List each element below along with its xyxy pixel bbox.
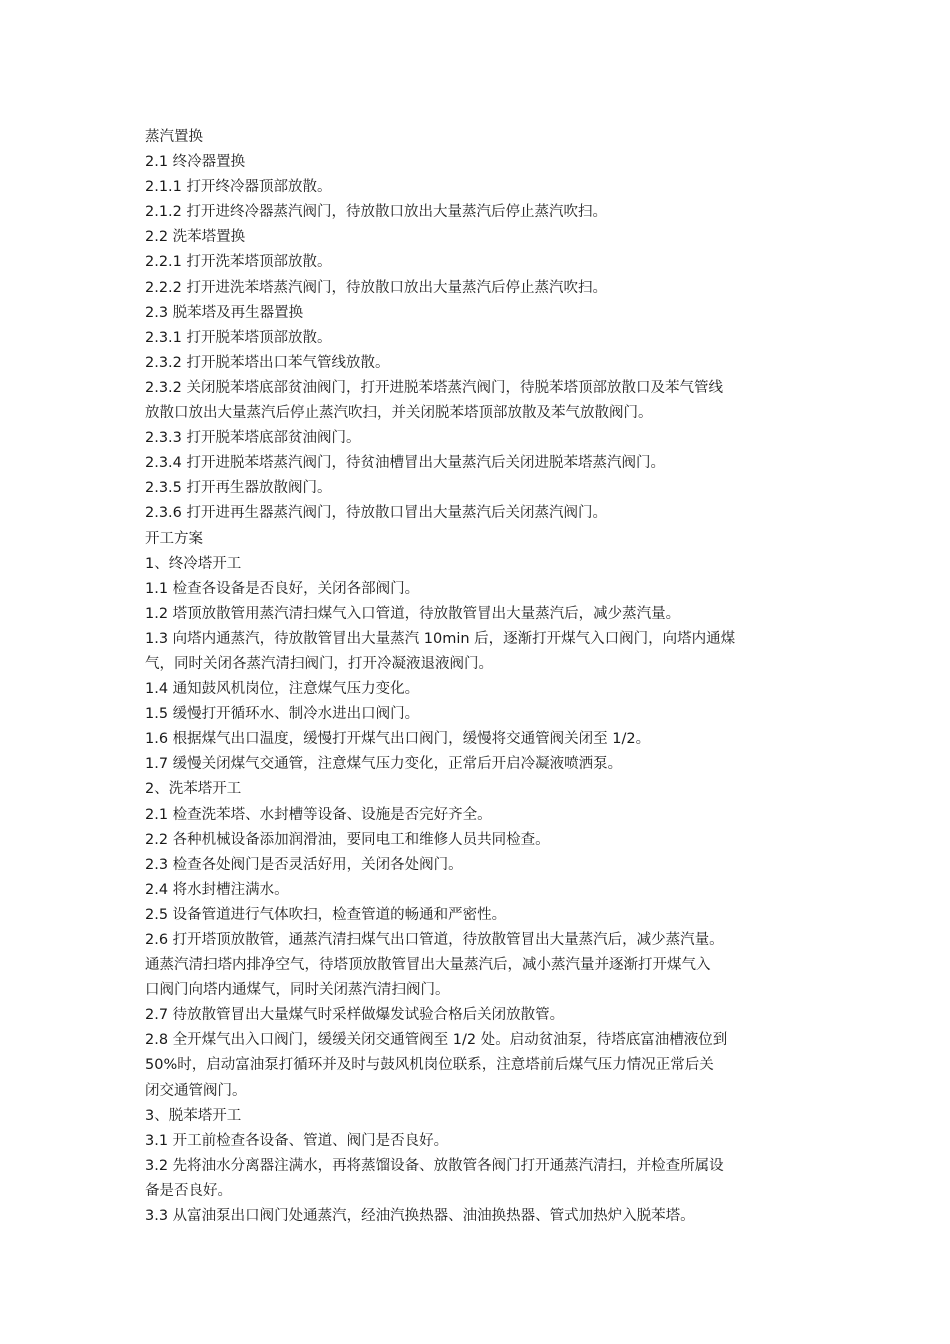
text-line: 1.1 检查各设备是否良好，关闭各部阀门。 <box>145 580 420 597</box>
text-line: 1.6 根据煤气出口温度，缓慢打开煤气出口阀门，缓慢将交通管阀关闭至 1/2。 <box>145 731 651 748</box>
text-line: 2.8 全开煤气出入口阀门，缓缓关闭交通管阀至 1/2 处。启动贫油泵，待塔底富油槽液位到 <box>145 1032 728 1049</box>
text-line: 3、脱苯塔开工 <box>145 1107 242 1124</box>
text-line: 2.3.1 打开脱苯塔顶部放散。 <box>145 329 332 346</box>
text-line: 2.1.2 打开进终冷器蒸汽阀门，待放散口放出大量蒸汽后停止蒸汽吹扫。 <box>145 204 608 221</box>
text-line: 2.1.1 打开终冷器顶部放散。 <box>145 179 332 196</box>
text-line: 2.1 终冷器置换 <box>145 154 246 171</box>
text-line: 2.1 检查洗苯塔、水封槽等设备、设施是否完好齐全。 <box>145 806 492 823</box>
text-line: 2.2.1 打开洗苯塔顶部放散。 <box>145 254 332 271</box>
text-line: 2.3.4 打开进脱苯塔蒸汽阀门，待贫油槽冒出大量蒸汽后关闭进脱苯塔蒸汽阀门。 <box>145 455 666 472</box>
text-line: 口阀门向塔内通煤气，同时关闭蒸汽清扫阀门。 <box>145 982 450 999</box>
text-line: 2.7 待放散管冒出大量煤气时采样做爆发试验合格后关闭放散管。 <box>145 1007 565 1024</box>
text-line: 3.2 先将油水分离器注满水，再将蒸馏设备、放散管各阀门打开通蒸汽清扫，并检查所属设 <box>145 1157 724 1174</box>
document-body <box>145 125 805 1229</box>
text-line: 放散口放出大量蒸汽后停止蒸汽吹扫，并关闭脱苯塔顶部放散及苯气放散阀门。 <box>145 405 653 422</box>
text-line: 2.3.3 打开脱苯塔底部贫油阀门。 <box>145 430 361 447</box>
text-line: 1.5 缓慢打开循环水、制冷水进出口阀门。 <box>145 706 420 723</box>
text-line: 2.5 设备管道进行气体吹扫，检查管道的畅通和严密性。 <box>145 906 507 923</box>
text-line: 2.3.6 打开进再生器蒸汽阀门，待放散口冒出大量蒸汽后关闭蒸汽阀门。 <box>145 505 608 522</box>
text-line: 1.2 塔顶放散管用蒸汽清扫煤气入口管道，待放散管冒出大量蒸汽后，减少蒸汽量。 <box>145 605 681 622</box>
text-line: 2.6 打开塔顶放散管，通蒸汽清扫煤气出口管道，待放散管冒出大量蒸汽后，减少蒸汽量。 <box>145 932 724 948</box>
text-line: 2.3 脱苯塔及再生器置换 <box>145 304 304 321</box>
text-line: 2.2.2 打开进洗苯塔蒸汽阀门，待放散口放出大量蒸汽后停止蒸汽吹扫。 <box>145 279 608 296</box>
text-line: 1.7 缓慢关闭煤气交通管，注意煤气压力变化，正常后开启冷凝液喷洒泵。 <box>145 756 623 773</box>
text-line: 备是否良好。 <box>145 1182 232 1199</box>
text-line: 开工方案 <box>145 530 203 547</box>
text-line: 通蒸汽清扫塔内排净空气，待塔顶放散管冒出大量蒸汽后，减小蒸汽量并逐渐打开煤气入 <box>145 957 711 974</box>
text-line: 1、终冷塔开工 <box>145 555 242 572</box>
text-line: 2.3.5 打开再生器放散阀门。 <box>145 480 332 497</box>
text-line: 1.3 向塔内通蒸汽，待放散管冒出大量蒸汽 10min 后，逐渐打开煤气入口阀门，向塔内通煤 <box>145 630 736 647</box>
text-line: 2.4 将水封槽注满水。 <box>145 881 289 898</box>
text-line: 2.2 洗苯塔置换 <box>145 229 246 246</box>
text-line: 3.3 从富油泵出口阀门处通蒸汽，经油汽换热器、油油换热器、管式加热炉入脱苯塔。 <box>145 1208 695 1225</box>
text-line: 2.3.2 打开脱苯塔出口苯气管线放散。 <box>145 354 390 371</box>
text-line: 2.2 各种机械设备添加润滑油，要同电工和维修人员共同检查。 <box>145 831 550 848</box>
text-line: 2.3 检查各处阀门是否灵活好用，关闭各处阀门。 <box>145 856 463 873</box>
text-line: 3.1 开工前检查各设备、管道、阀门是否良好。 <box>145 1132 449 1149</box>
text-line: 2.3.2 关闭脱苯塔底部贫油阀门，打开进脱苯塔蒸汽阀门，待脱苯塔顶部放散口及苯气管线 <box>145 379 723 396</box>
text-line: 1.4 通知鼓风机岗位，注意煤气压力变化。 <box>145 681 420 698</box>
text-line: 闭交通管阀门。 <box>145 1082 247 1099</box>
text-line: 50%时，启动富油泵打循环并及时与鼓风机岗位联系，注意塔前后煤气压力情况正常后关 <box>145 1057 714 1074</box>
text-line: 2、洗苯塔开工 <box>145 781 242 798</box>
text-line: 蒸汽置换 <box>145 129 203 145</box>
text-line: 气，同时关闭各蒸汽清扫阀门，打开冷凝液退液阀门。 <box>145 655 493 672</box>
